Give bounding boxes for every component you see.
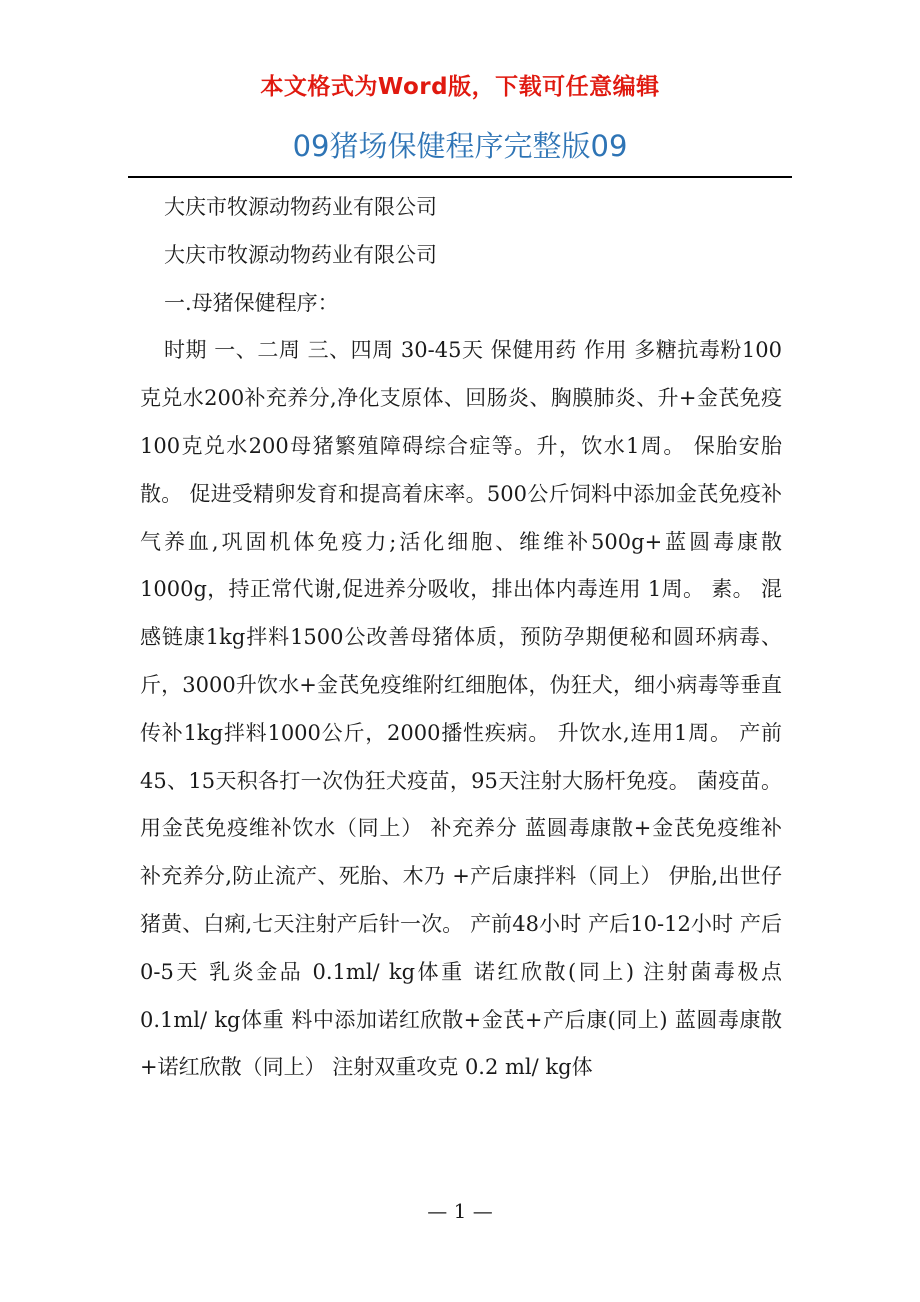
section-heading: 一.母猪保健程序： bbox=[164, 290, 339, 315]
company-line: 大庆市牧源动物药业有限公司 bbox=[164, 242, 437, 267]
document-body bbox=[140, 184, 782, 1092]
document-title: 09猪场保健程序完整版09 bbox=[292, 129, 628, 163]
title-divider bbox=[128, 176, 792, 178]
format-notice: 本文格式为Word版，下载可任意编辑 bbox=[260, 74, 660, 100]
company-line: 大庆市牧源动物药业有限公司 bbox=[164, 195, 437, 219]
body-paragraph: 时期 一、二周 三、四周 30-45天 保健用药 作用 多糖抗毒粉100克兑水200补充养分,净化支原体、回肠炎、胸膜肺炎、升+金芪免疫100克兑水200母猪繁殖障碍综合症等。升，饮水1周。 保胎安胎散。 促进受精卵发育和提高着床率。500公斤饲料中添加金芪免疫补气养血,巩固机体免疫力;活化细胞、维维补500g+蓝圆毒康散1000g，持正常代谢,促进养分吸收，排出体内毒连用 1周。 素。 混感链康1kg拌料1500公改善母猪体质，预防孕期便秘和圆环病毒、斤，3000升饮水+金芪免疫维附红细胞体，伪狂犬，细小病毒等垂直传补1kg拌料1000公斤，2000播性疾病。 升饮水,连用1周。 产前45、15天积各打一次伪狂犬疫苗，95天注射大肠杆免疫。 菌疫苗。 用金芪免疫维补饮水（同上） 补充养分 蓝圆毒康散+金芪免疫维补 补充养分,防止流产、死胎、木乃 +产后康拌料（同上） 伊胎,出世仔猪黄、白痢,七天注射产后针一次。 产前48小时 产后10-12小时 产后0-5天 乳炎金品 0.1ml/ kg体重 诺红欣散(同上) 注射菌毒极点 0.1ml/ kg体重 料中添加诺红欣散+金芪+产后康(同上) 蓝圆毒康散+诺红欣散（同上） 注射双重攻克 0.2 ml/ kg体 bbox=[140, 338, 782, 1080]
page-number: — 1 — bbox=[427, 1199, 493, 1223]
